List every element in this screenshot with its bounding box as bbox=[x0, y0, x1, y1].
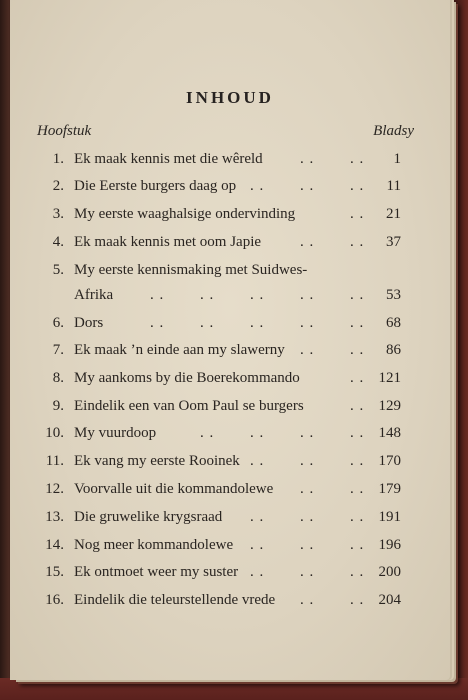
chapter-title: My eerste kennismaking met Suidwes- bbox=[74, 262, 308, 278]
toc-entry: 1. Ek maak kennis met die wêreld 1 . . . . bbox=[10, 150, 450, 176]
page-number: 53 bbox=[386, 287, 401, 303]
chapter-title: Eindelik die teleurstellende vrede bbox=[74, 592, 276, 608]
chapter-number: 9. bbox=[52, 398, 64, 414]
toc-entry: 7. Ek maak ’n einde aan my slawerny 86 . . . . bbox=[10, 341, 450, 367]
chapter-title: Ek maak kennis met die wêreld bbox=[74, 151, 263, 167]
chapter-title: Nog meer kommandolewe bbox=[74, 537, 234, 553]
chapter-title: My eerste waaghalsige ondervinding bbox=[74, 206, 296, 222]
chapter-number: 12. bbox=[45, 481, 64, 497]
chapter-title: Die gruwelike krygsraad bbox=[74, 509, 223, 525]
toc-entry: 13. Die gruwelike krygsraad 191 . . . . . . bbox=[10, 508, 450, 534]
chapter-number: 14. bbox=[45, 537, 64, 553]
toc-entry: 6. Dors 68 . . . . . . . . . . bbox=[10, 314, 450, 340]
toc-entry bbox=[10, 261, 450, 287]
chapter-number: 3. bbox=[52, 206, 64, 222]
chapter-number: 7. bbox=[52, 342, 64, 358]
chapter-number: 13. bbox=[45, 509, 64, 525]
toc-entry: 10. My vuurdoop 148 . . . . . . . . bbox=[10, 424, 450, 450]
column-header-chapter: Hoofstuk bbox=[37, 123, 92, 139]
chapter-number: 6. bbox=[52, 315, 64, 331]
page-number: 200 bbox=[378, 564, 401, 580]
page-number: 68 bbox=[386, 315, 401, 331]
toc-entry-continuation: Afrika 53 . . . . . . . . . . bbox=[74, 287, 401, 303]
toc-entry: 4. Ek maak kennis met oom Japie 37 . . . . bbox=[10, 233, 450, 259]
column-header-page: Bladsy bbox=[373, 123, 414, 139]
cover-right-edge bbox=[454, 0, 468, 700]
page-number: 11 bbox=[386, 178, 401, 194]
page-number: 196 bbox=[378, 537, 401, 553]
cover-bottom-edge bbox=[0, 678, 468, 700]
chapter-number: 2. bbox=[52, 178, 64, 194]
chapter-title: Voorvalle uit die kommandolewe bbox=[74, 481, 274, 497]
chapter-title: Eindelik een van Oom Paul se burgers bbox=[74, 398, 304, 414]
toc-entry: 11. Ek vang my eerste Rooinek 170 . . . . . . bbox=[10, 452, 450, 478]
toc-entry: 9. Eindelik een van Oom Paul se burgers 129 . . bbox=[10, 397, 450, 423]
chapter-title-continuation: Afrika bbox=[74, 287, 114, 303]
chapter-number: 8. bbox=[52, 370, 64, 386]
page-number: 170 bbox=[378, 453, 401, 469]
page-title: INHOUD bbox=[186, 88, 274, 107]
chapter-title: Die Eerste burgers daag op bbox=[74, 178, 237, 194]
chapter-title: Ek maak ’n einde aan my slawerny bbox=[74, 342, 285, 358]
chapter-number: 1. bbox=[52, 151, 64, 167]
chapter-title: Dors bbox=[74, 315, 104, 331]
page-number: 86 bbox=[386, 342, 401, 358]
chapter-title: Ek ontmoet weer my suster bbox=[74, 564, 239, 580]
chapter-number: 16. bbox=[45, 592, 64, 608]
chapter-number: 10. bbox=[45, 425, 64, 441]
page-number: 148 bbox=[378, 425, 401, 441]
page-number: 204 bbox=[378, 592, 401, 608]
page-number: 121 bbox=[378, 370, 401, 386]
book-page bbox=[10, 0, 450, 680]
chapter-number: 5. bbox=[52, 262, 64, 278]
chapter-number: 15. bbox=[45, 564, 64, 580]
page-number: 179 bbox=[378, 481, 401, 497]
toc-entry: 2. Die Eerste burgers daag op 11 . . . . . . bbox=[10, 177, 450, 203]
toc-entry: 12. Voorvalle uit die kommandolewe 179 . . . . bbox=[10, 480, 450, 506]
page-number: 129 bbox=[378, 398, 401, 414]
toc-entry: 8. My aankoms by die Boerekommando 121 . . bbox=[10, 369, 450, 395]
page-number: 21 bbox=[386, 206, 401, 222]
page-number: 37 bbox=[386, 234, 401, 250]
chapter-title: My aankoms by die Boerekommando bbox=[74, 370, 300, 386]
chapter-title: Ek maak kennis met oom Japie bbox=[74, 234, 262, 250]
chapter-title: Ek vang my eerste Rooinek bbox=[74, 453, 240, 469]
page-number: 1 bbox=[393, 151, 401, 167]
toc-entry: 14. Nog meer kommandolewe 196 . . . . . . bbox=[10, 536, 450, 562]
toc-entry: 16. Eindelik die teleurstellende vrede 204 . . . . bbox=[10, 591, 450, 617]
page-number: 191 bbox=[378, 509, 401, 525]
chapter-number: 11. bbox=[45, 453, 64, 469]
chapter-number: 4. bbox=[52, 234, 64, 250]
toc-entry: 15. Ek ontmoet weer my suster 200 . . . . . . bbox=[10, 563, 450, 589]
toc-entry: 3. My eerste waaghalsige ondervinding 21 . . bbox=[10, 205, 450, 231]
chapter-title: My vuurdoop bbox=[74, 425, 157, 441]
